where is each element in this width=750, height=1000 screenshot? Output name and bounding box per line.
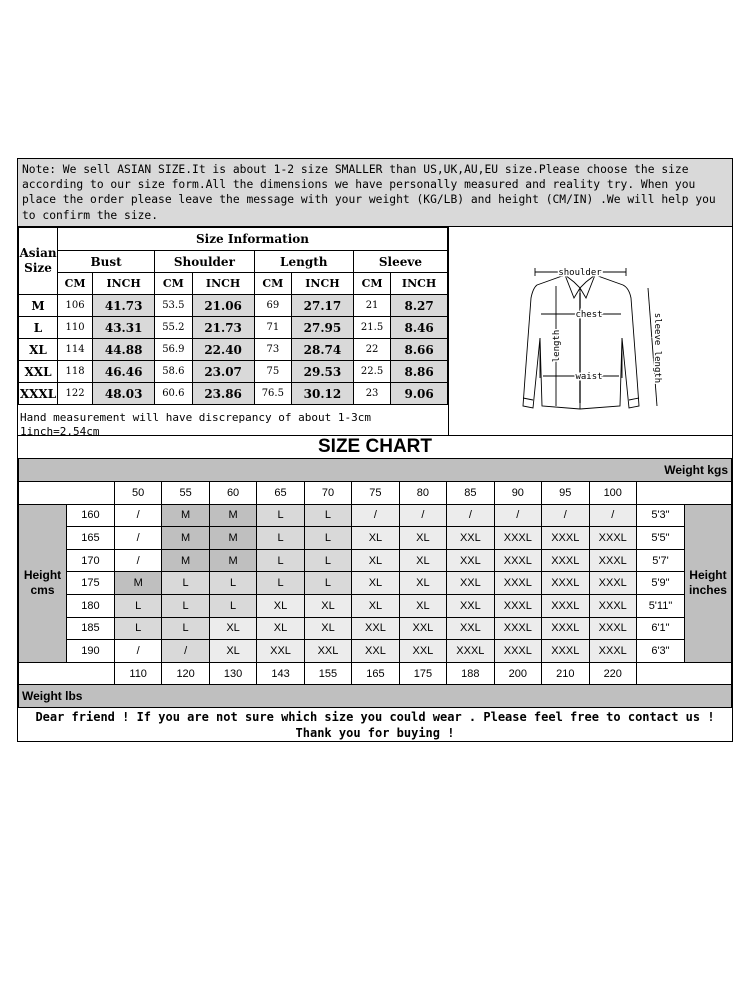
diagram-sleeve-length-label: sleeve length xyxy=(652,312,662,384)
size-chart-document xyxy=(17,158,733,742)
inch-value: 29.53 xyxy=(291,361,353,383)
size-label: XXXL xyxy=(19,383,58,405)
size-label: L xyxy=(19,317,58,339)
weight-kg-header: 65 xyxy=(257,482,304,505)
footer-message xyxy=(18,709,732,741)
inch-value: 28.74 xyxy=(291,339,353,361)
size-cell: XXXL xyxy=(447,640,494,663)
size-cell: XXXL xyxy=(589,640,636,663)
inch-value: 27.95 xyxy=(291,317,353,339)
note-text: Note: We sell ASIAN SIZE.It is about 1-2 size SMALLER than US,UK,AU,EU size.Please choose the size according to our size form.All the dimensions we have personally measured and reality try. When you place the order please leave the message with your weight (KG/LB) and height (CM/IN) .We will help you to confirm the size. xyxy=(18,159,732,227)
size-cell: XXL xyxy=(447,617,494,640)
height-inch-value: 5'11" xyxy=(636,594,684,617)
inch-value: 23.07 xyxy=(192,361,254,383)
asian-size-header: Asian Size xyxy=(19,228,58,295)
weight-kg-header: 75 xyxy=(352,482,399,505)
group-header-shoulder: Shoulder xyxy=(155,251,255,273)
size-cell: L xyxy=(114,617,161,640)
size-cell: XL xyxy=(399,527,446,550)
cm-value: 53.5 xyxy=(155,295,192,317)
size-cell: XXXL xyxy=(494,617,541,640)
cm-value: 71 xyxy=(254,317,291,339)
cm-value: 56.9 xyxy=(155,339,192,361)
inch-value: 8.46 xyxy=(391,317,448,339)
blank-corner xyxy=(636,662,731,685)
cm-value: 58.6 xyxy=(155,361,192,383)
unit-header-cm: CM xyxy=(254,273,291,295)
size-cell: L xyxy=(162,594,209,617)
size-cell: XXL xyxy=(304,640,351,663)
size-cell: / xyxy=(114,527,161,550)
height-cm-value: 165 xyxy=(66,527,114,550)
inch-value: 43.31 xyxy=(93,317,155,339)
size-cell: / xyxy=(352,504,399,527)
size-cell: XXXL xyxy=(542,594,589,617)
shirt-measurement-diagram xyxy=(449,228,732,434)
inch-value: 30.12 xyxy=(291,383,353,405)
size-cell: L xyxy=(209,594,256,617)
blank-corner xyxy=(636,482,731,505)
height-cm-value: 180 xyxy=(66,594,114,617)
hand-note-line-2: 1inch=2.54cm xyxy=(20,425,100,435)
height-inch-value: 5'7' xyxy=(636,549,684,572)
cm-value: 122 xyxy=(58,383,93,405)
size-cell: XXXL xyxy=(589,594,636,617)
weight-lb-value: 220 xyxy=(589,662,636,685)
cm-value: 22.5 xyxy=(353,361,390,383)
size-cell: XXL xyxy=(257,640,304,663)
cm-value: 118 xyxy=(58,361,93,383)
size-cell: / xyxy=(114,640,161,663)
size-information-title: Size Information xyxy=(58,228,448,251)
height-inches-label: Height inches xyxy=(684,504,731,662)
inch-value: 8.86 xyxy=(391,361,448,383)
size-cell: XL xyxy=(304,594,351,617)
size-cell: XL xyxy=(352,549,399,572)
size-cell: / xyxy=(447,504,494,527)
size-label: M xyxy=(19,295,58,317)
size-cell: L xyxy=(162,617,209,640)
height-cm-value: 160 xyxy=(66,504,114,527)
size-cell: XL xyxy=(304,617,351,640)
size-cell: L xyxy=(114,594,161,617)
inch-value: 22.40 xyxy=(192,339,254,361)
size-cell: M xyxy=(209,549,256,572)
inch-value: 46.46 xyxy=(93,361,155,383)
size-cell: XXXL xyxy=(494,594,541,617)
weight-kg-header: 70 xyxy=(304,482,351,505)
height-inch-value: 5'5" xyxy=(636,527,684,550)
height-cm-value: 185 xyxy=(66,617,114,640)
size-cell: L xyxy=(257,527,304,550)
weight-lb-value: 110 xyxy=(114,662,161,685)
footer-line-2: Thank you for buying ! xyxy=(295,726,455,740)
weight-lb-value: 165 xyxy=(352,662,399,685)
size-cell: M xyxy=(162,549,209,572)
group-header-length: Length xyxy=(254,251,353,273)
unit-header-cm: CM xyxy=(155,273,192,295)
weight-lb-value: 130 xyxy=(209,662,256,685)
size-cell: L xyxy=(304,504,351,527)
weight-kg-header: 95 xyxy=(542,482,589,505)
size-cell: XXXL xyxy=(589,549,636,572)
inch-value: 41.73 xyxy=(93,295,155,317)
weight-kg-header: 100 xyxy=(589,482,636,505)
cm-value: 22 xyxy=(353,339,390,361)
weight-lbs-label: Weight lbs xyxy=(19,685,732,708)
cm-value: 76.5 xyxy=(254,383,291,405)
height-cms-label: Height cms xyxy=(19,504,67,662)
cm-value: 55.2 xyxy=(155,317,192,339)
size-cell: L xyxy=(257,572,304,595)
weight-kg-header: 55 xyxy=(162,482,209,505)
weight-lb-value: 175 xyxy=(399,662,446,685)
size-cell: XL xyxy=(399,572,446,595)
size-cell: XXXL xyxy=(589,617,636,640)
size-label: XXL xyxy=(19,361,58,383)
size-cell: XXL xyxy=(352,640,399,663)
size-chart-title: SIZE CHART xyxy=(318,436,432,457)
cm-value: 21 xyxy=(353,295,390,317)
size-cell: L xyxy=(209,572,256,595)
size-cell: / xyxy=(542,504,589,527)
inch-value: 27.17 xyxy=(291,295,353,317)
size-cell: XXXL xyxy=(542,640,589,663)
weight-kg-header: 85 xyxy=(447,482,494,505)
size-cell: / xyxy=(494,504,541,527)
size-cell: M xyxy=(209,504,256,527)
size-cell: L xyxy=(162,572,209,595)
size-cell: L xyxy=(304,527,351,550)
size-cell: XXL xyxy=(447,572,494,595)
size-cell: L xyxy=(304,572,351,595)
weight-kg-header: 90 xyxy=(494,482,541,505)
blank-corner xyxy=(19,482,115,505)
size-cell: L xyxy=(257,504,304,527)
unit-header-cm: CM xyxy=(353,273,390,295)
size-cell: XL xyxy=(352,527,399,550)
size-cell: / xyxy=(589,504,636,527)
inch-value: 9.06 xyxy=(391,383,448,405)
size-cell: M xyxy=(209,527,256,550)
size-cell: XXXL xyxy=(494,572,541,595)
size-cell: XL xyxy=(209,617,256,640)
hand-note-line-1: Hand measurement will have discrepancy of about 1-3cm xyxy=(20,411,371,424)
cm-value: 75 xyxy=(254,361,291,383)
size-cell: XXL xyxy=(399,640,446,663)
size-cell: XXL xyxy=(447,527,494,550)
group-header-sleeve: Sleeve xyxy=(353,251,447,273)
weight-lb-value: 210 xyxy=(542,662,589,685)
size-cell: XL xyxy=(257,617,304,640)
weight-kg-header: 50 xyxy=(114,482,161,505)
group-header-bust: Bust xyxy=(58,251,155,273)
size-cell: XXXL xyxy=(542,549,589,572)
inch-value: 48.03 xyxy=(93,383,155,405)
size-cell: XL xyxy=(352,594,399,617)
inch-value: 44.88 xyxy=(93,339,155,361)
size-cell: XL xyxy=(399,594,446,617)
size-cell: XXXL xyxy=(494,527,541,550)
height-inch-value: 6'3" xyxy=(636,640,684,663)
weight-lb-value: 200 xyxy=(494,662,541,685)
blank-corner xyxy=(19,662,115,685)
size-cell: M xyxy=(162,527,209,550)
size-cell: XXL xyxy=(399,617,446,640)
inch-value: 21.73 xyxy=(192,317,254,339)
size-cell: XL xyxy=(209,640,256,663)
size-cell: / xyxy=(114,504,161,527)
size-cell: XL xyxy=(257,594,304,617)
size-cell: XXXL xyxy=(542,572,589,595)
cm-value: 114 xyxy=(58,339,93,361)
size-cell: XXXL xyxy=(589,527,636,550)
size-cell: XXXL xyxy=(542,617,589,640)
height-cm-value: 190 xyxy=(66,640,114,663)
size-cell: / xyxy=(399,504,446,527)
size-cell: M xyxy=(114,572,161,595)
size-cell: XXXL xyxy=(589,572,636,595)
height-inch-value: 5'3" xyxy=(636,504,684,527)
hand-measurement-note xyxy=(18,410,448,435)
weight-lb-value: 188 xyxy=(447,662,494,685)
unit-header-inch: INCH xyxy=(192,273,254,295)
size-cell: XL xyxy=(352,572,399,595)
inch-value: 8.27 xyxy=(391,295,448,317)
cm-value: 106 xyxy=(58,295,93,317)
size-cell: / xyxy=(162,640,209,663)
cm-value: 21.5 xyxy=(353,317,390,339)
diagram-length-label: length xyxy=(552,329,562,363)
size-cell: XL xyxy=(399,549,446,572)
weight-lb-value: 143 xyxy=(257,662,304,685)
size-label: XL xyxy=(19,339,58,361)
cm-value: 69 xyxy=(254,295,291,317)
unit-header-inch: INCH xyxy=(291,273,353,295)
diagram-shoulder-label: shoulder xyxy=(558,268,602,278)
size-cell: L xyxy=(304,549,351,572)
cm-value: 23 xyxy=(353,383,390,405)
size-cell: M xyxy=(162,504,209,527)
weight-kgs-label: Weight kgs xyxy=(19,459,732,482)
size-information-table xyxy=(18,227,448,405)
height-cm-value: 170 xyxy=(66,549,114,572)
size-cell: XXXL xyxy=(494,640,541,663)
size-cell: XXL xyxy=(447,549,494,572)
cm-value: 73 xyxy=(254,339,291,361)
weight-lb-value: 155 xyxy=(304,662,351,685)
height-inch-value: 6'1" xyxy=(636,617,684,640)
weight-kg-header: 80 xyxy=(399,482,446,505)
diagram-chest-label: chest xyxy=(575,310,603,320)
cm-value: 60.6 xyxy=(155,383,192,405)
inch-value: 23.86 xyxy=(192,383,254,405)
diagram-waist-label: waist xyxy=(575,372,603,382)
inch-value: 8.66 xyxy=(391,339,448,361)
weight-kg-header: 60 xyxy=(209,482,256,505)
unit-header-inch: INCH xyxy=(391,273,448,295)
cm-value: 110 xyxy=(58,317,93,339)
unit-header-inch: INCH xyxy=(93,273,155,295)
size-cell: XXL xyxy=(352,617,399,640)
weight-lb-value: 120 xyxy=(162,662,209,685)
size-cell: XXL xyxy=(447,594,494,617)
size-cell: XXXL xyxy=(494,549,541,572)
size-cell: L xyxy=(257,549,304,572)
size-cell: XXXL xyxy=(542,527,589,550)
height-inch-value: 5'9" xyxy=(636,572,684,595)
footer-line-1: Dear friend ! If you are not sure which size you could wear . Please feel free to contact us ! xyxy=(35,710,715,724)
size-cell: / xyxy=(114,549,161,572)
unit-header-cm: CM xyxy=(58,273,93,295)
height-weight-size-grid xyxy=(18,458,732,708)
height-cm-value: 175 xyxy=(66,572,114,595)
inch-value: 21.06 xyxy=(192,295,254,317)
